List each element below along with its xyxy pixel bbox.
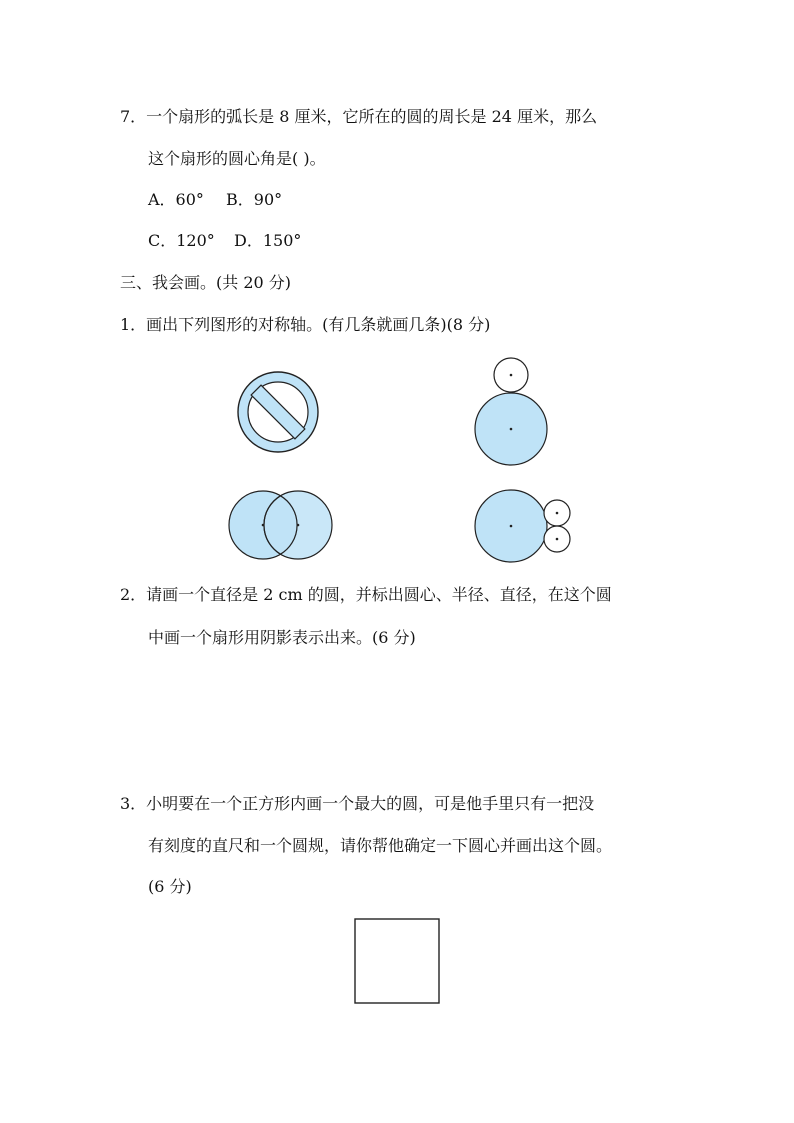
q7-stem-line2: 这个扇形的圆心角是( )。 [148,149,326,168]
q7-stem-line1: 7．一个扇形的弧长是 8 厘米，它所在的圆的周长是 24 厘米，那么 [120,107,598,126]
problem2-stem-line1: 2．请画一个直径是 2 cm 的圆，并标出圆心、半径、直径，在这个圆 [120,585,612,604]
stacked-circles-figure [474,356,548,468]
problem1-stem: 1．画出下列图形的对称轴。(有几条就画几条)(8 分) [120,315,491,334]
q7-option-a: A．60° [148,190,204,209]
section3-title: 三、我会画。(共 20 分) [120,273,292,292]
overlapping-circles-figure [228,490,334,562]
problem3-stem-line2: 有刻度的直尺和一个圆规，请你帮他确定一下圆心并画出这个圆。 [148,836,613,855]
problem2-stem-line2: 中画一个扇形用阴影表示出来。(6 分) [148,628,416,647]
problem3-stem-line3: (6 分) [148,877,192,896]
q7-option-b: B．90° [226,190,283,209]
problem3-stem-line1: 3．小明要在一个正方形内画一个最大的圆，可是他手里只有一把没 [120,794,595,813]
q7-option-c: C．120° [148,231,215,250]
square-figure [354,918,440,1004]
no-entry-sign-figure [236,370,320,454]
side-circles-figure [474,489,574,563]
q7-option-d: D．150° [234,231,302,250]
